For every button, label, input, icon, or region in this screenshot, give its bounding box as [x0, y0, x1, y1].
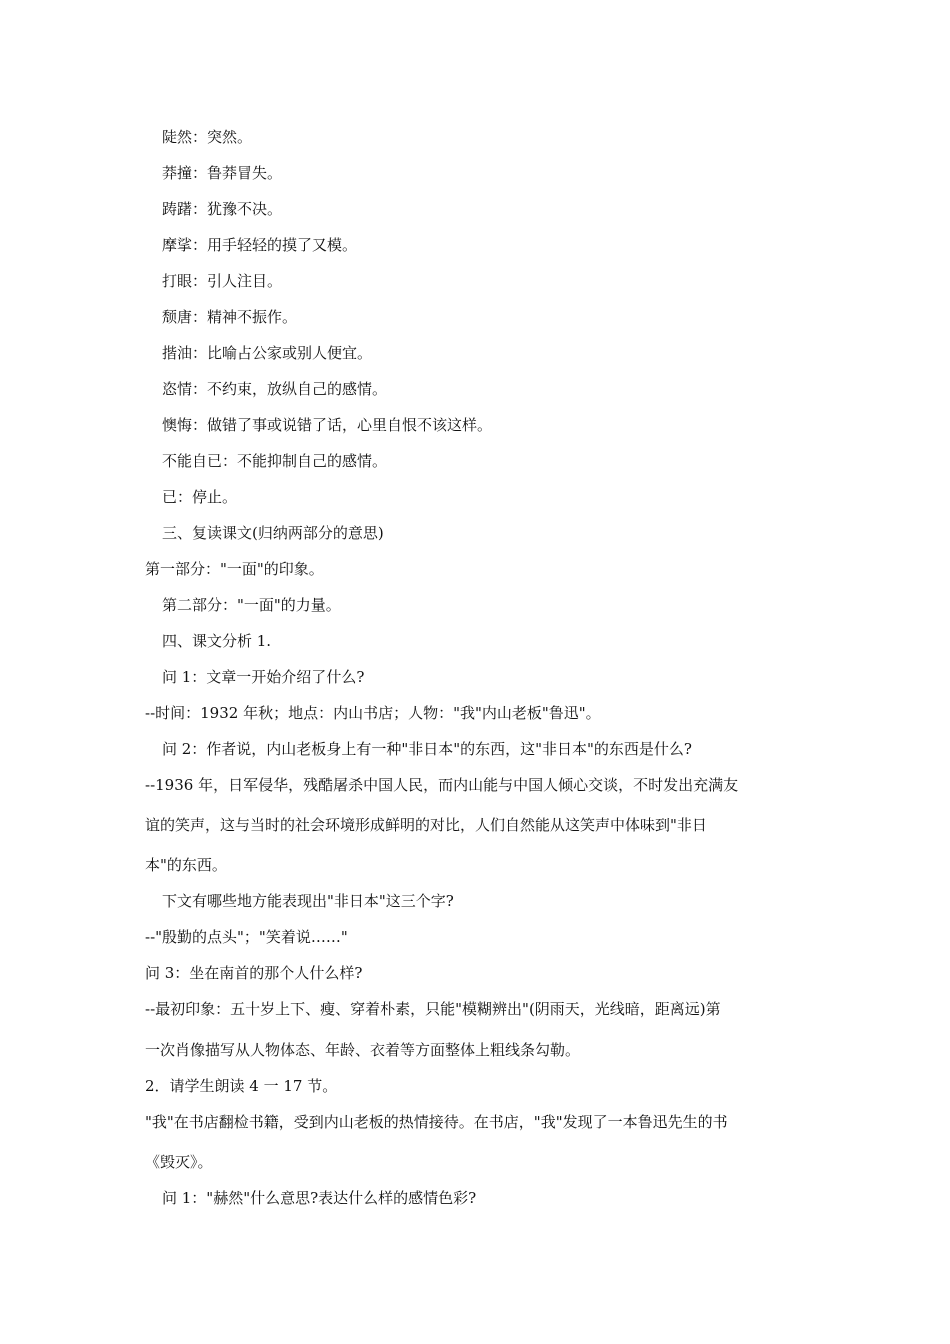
- text-line-27: 2．请学生朗读 4 一 17 节。: [145, 1077, 338, 1095]
- text-line-4: 摩挲：用手轻轻的摸了又模。: [162, 236, 358, 254]
- answer-line: 本"的东西。: [145, 856, 227, 874]
- text-line-2: 莽撞：鲁莽冒失。: [162, 164, 283, 182]
- text-line-10: 不能自已：不能抑制自己的感情。: [162, 452, 388, 470]
- question-line: 问 1：文章一开始介绍了什么?: [162, 668, 365, 686]
- text-line-11: 已：停止。: [162, 488, 238, 506]
- text-line-7: 揩油：比喻占公家或别人便宜。: [162, 344, 373, 362]
- question-line: 问 3：坐在南首的那个人什么样?: [145, 964, 363, 982]
- text-line-14: 第二部分："一面"的力量。: [162, 596, 341, 614]
- text-line-13: 第一部分："一面"的印象。: [145, 560, 324, 578]
- text-line-28: "我"在书店翻检书籍，受到内山老板的热情接待。在书店，"我"发现了一本鲁迅先生的书: [145, 1113, 728, 1131]
- answer-line: --时间：1932 年秋；地点：内山书店；人物："我"内山老板"鲁迅"。: [145, 704, 601, 722]
- section-heading-3: 三、复读课文(归纳两部分的意思): [162, 524, 384, 542]
- text-line-3: 踌躇：犹豫不决。: [162, 200, 283, 218]
- answer-line: 谊的笑声，这与当时的社会环境形成鲜明的对比，人们自然能从这笑声中体味到"非日: [145, 816, 707, 834]
- text-line-9: 懊悔：做错了事或说错了话，心里自恨不该这样。: [162, 416, 493, 434]
- answer-line: --"殷勤的点头"；"笑着说……": [145, 928, 348, 946]
- question-line: 问 1："赫然"什么意思?表达什么样的感情色彩?: [162, 1189, 477, 1207]
- text-line-6: 颓唐：精神不振作。: [162, 308, 298, 326]
- text-line-5: 打眼：引人注目。: [162, 272, 283, 290]
- text-line-29: 《毁灭》。: [145, 1153, 213, 1171]
- section-heading-4: 四、课文分析 1.: [162, 632, 272, 650]
- question-line: 下文有哪些地方能表现出"非日本"这三个字?: [162, 892, 454, 910]
- question-line: 问 2：作者说，内山老板身上有一种"非日本"的东西，这"非日本"的东西是什么?: [162, 740, 692, 758]
- answer-line: --1936 年，日军侵华，残酷屠杀中国人民，而内山能与中国人倾心交谈，不时发出充满友: [145, 776, 739, 794]
- answer-line: --最初印象：五十岁上下、瘦、穿着朴素，只能"模糊辨出"(阴雨天，光线暗，距离远)第: [145, 1000, 721, 1018]
- text-line-8: 恣情：不约束，放纵自己的感情。: [162, 380, 388, 398]
- answer-line: 一次肖像描写从人物体态、年龄、衣着等方面整体上粗线条勾勒。: [145, 1041, 581, 1059]
- text-line-1: 陡然：突然。: [162, 128, 253, 146]
